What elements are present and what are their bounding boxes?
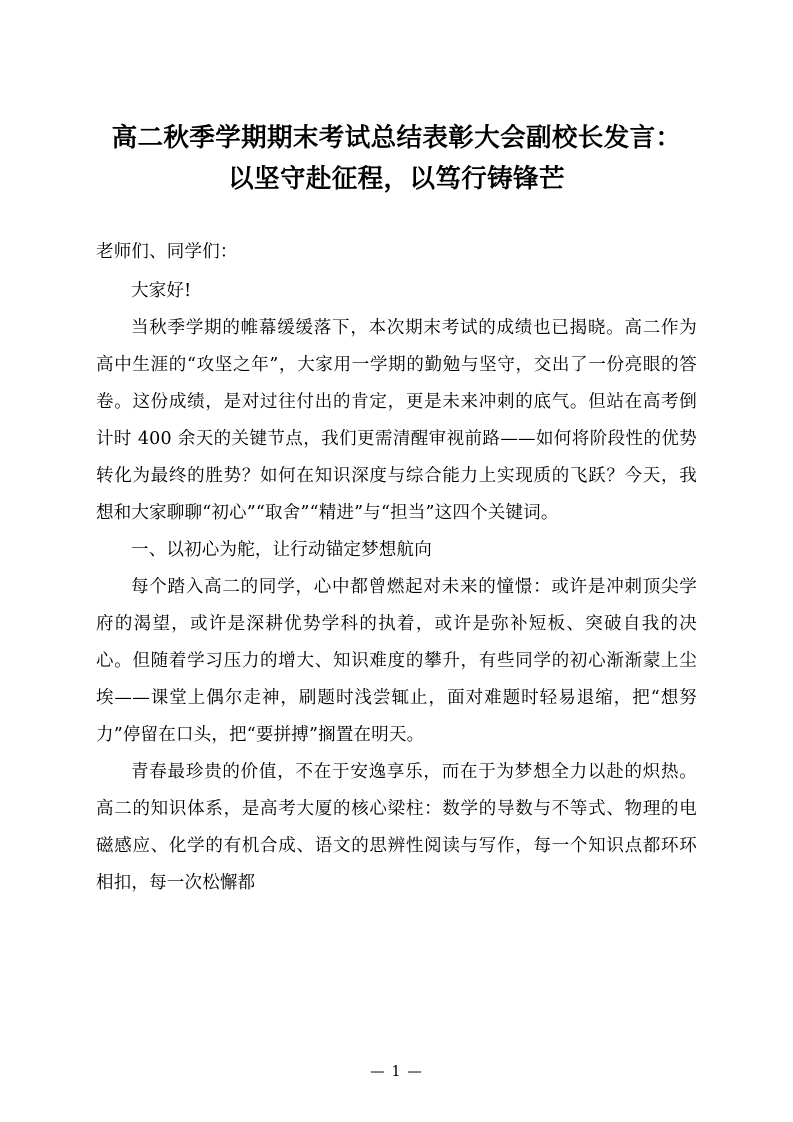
paragraph-initial-aspiration: 每个踏入高二的同学，心中都曾燃起对未来的憧憬：或许是冲刺顶尖学府的渴望，或许是深耕优势学科的执着，或许是弥补短板、突破自我的决心。但随着学习压力的增大、知识难度的攀升，有些同学的初心渐渐蒙上尘埃——课堂上偶尔走神，刷题时浅尝辄止，面对难题时轻易退缩，把“想努力”停留在口头，把“要拼搏”搁置在明天。 — [96, 577, 697, 745]
section-heading-one: 一、以初心为舵，让行动锚定梦想航向 — [131, 540, 432, 560]
salutation: 老师们、同学们： — [96, 242, 238, 262]
page-number: — 1 — — [370, 1064, 423, 1080]
paragraph-intro: 当秋季学期的帷幕缓缓落下，本次期末考试的成绩也已揭晓。高二作为高中生涯的“攻坚之年”，大家用一学期的勤勉与坚守，交出了一份亮眼的答卷。这份成绩，是对过往付出的肯定，更是未来冲刺的底气。但站在高考倒计时 400 余天的关键节点，我们更需清醒审视前路——如何将阶段性的优势转化为最终的胜势？如何在知识深度与综合能力上实现质的飞跃？今天，我想和大家聊聊“初心”“取舍”“精进”与“担当”这四个关键词。 — [96, 318, 697, 523]
paragraph-greeting: 大家好! — [131, 281, 192, 301]
paragraph-youth-value: 青春最珍贵的价值，不在于安逸享乐，而在于为梦想全力以赴的炽热。高二的知识体系，是高考大厦的核心梁柱：数学的导数与不等式、物理的电磁感应、化学的有机合成、语文的思辨性阅读与写作，每一个知识点都环环相扣，每一次松懈都 — [96, 762, 697, 893]
page-title: 高二秋季学期期末考试总结表彰大会副校长发言：以坚守赴征程，以笃行铸锋芒 — [111, 123, 682, 194]
